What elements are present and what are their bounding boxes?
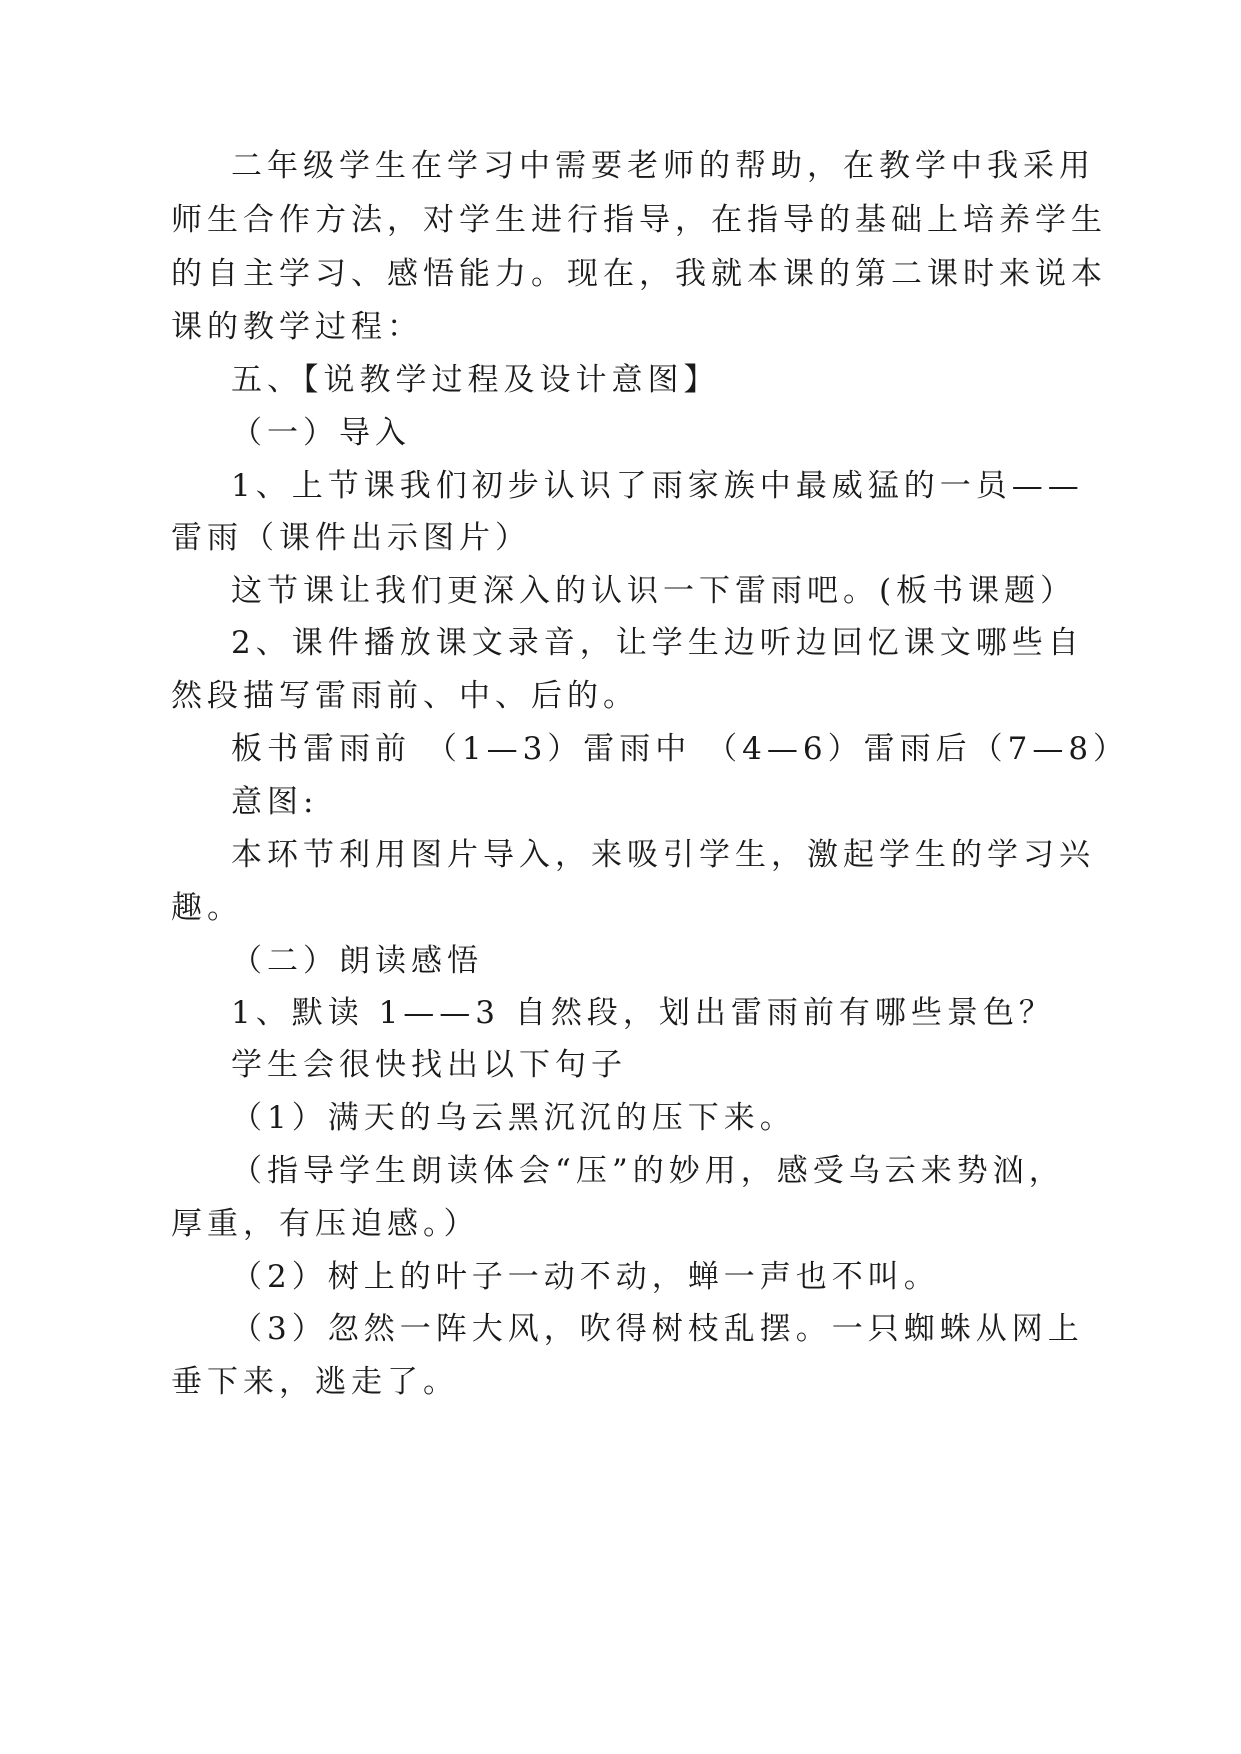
paragraph-line-20: （指导学生朗读体会“压”的妙用，感受乌云来势汹， xyxy=(231,1153,1065,1189)
paragraph-line-14: 本环节利用图片导入，来吸引学生，激起学生的学习兴 xyxy=(231,837,1095,873)
paragraph-line-18: 学生会很快找出以下句子 xyxy=(231,1047,627,1083)
paragraph-line-22: （2）树上的叶子一动不动，蝉一声也不叫。 xyxy=(231,1259,940,1295)
paragraph-line-4: 课的教学过程： xyxy=(171,309,423,345)
subsection-heading-2: （二）朗读感悟 xyxy=(231,943,483,979)
paragraph-line-2: 师生合作方法，对学生进行指导，在指导的基础上培养学生 xyxy=(171,202,1107,238)
paragraph-line-9: 这节课让我们更深入的认识一下雷雨吧。(板书课题） xyxy=(231,573,1077,609)
paragraph-line-3: 的自主学习、感悟能力。现在，我就本课的第二课时来说本 xyxy=(171,256,1107,292)
paragraph-line-17: 1、默读 1——3 自然段，划出雷雨前有哪些景色？ xyxy=(231,995,1055,1031)
paragraph-line-21: 厚重，有压迫感。） xyxy=(171,1206,480,1242)
paragraph-line-23: （3）忽然一阵大风，吹得树枝乱摆。一只蜘蛛从网上 xyxy=(231,1311,1084,1347)
section-heading: 五、【说教学过程及设计意图】 xyxy=(231,362,720,398)
paragraph-line-11: 然段描写雷雨前、中、后的。 xyxy=(171,678,639,714)
paragraph-line-7: 1、上节课我们初步认识了雨家族中最威猛的一员—— xyxy=(231,468,1084,504)
paragraph-line-15: 趣。 xyxy=(171,890,243,926)
blackboard-line: 板书雷雨前 （1—3）雷雨中 （4—6）雷雨后（7—8） xyxy=(231,731,1130,767)
paragraph-line-24: 垂下来，逃走了。 xyxy=(171,1364,459,1400)
paragraph-line-19: （1）满天的乌云黑沉沉的压下来。 xyxy=(231,1100,796,1136)
intent-label: 意图: xyxy=(231,784,319,820)
paragraph-line-8: 雷雨（课件出示图片） xyxy=(171,520,531,556)
subsection-heading-1: （一）导入 xyxy=(231,415,411,451)
paragraph-line-10: 2、课件播放课文录音，让学生边听边回忆课文哪些自 xyxy=(231,625,1084,661)
paragraph-line-1: 二年级学生在学习中需要老师的帮助，在教学中我采用 xyxy=(231,148,1095,184)
